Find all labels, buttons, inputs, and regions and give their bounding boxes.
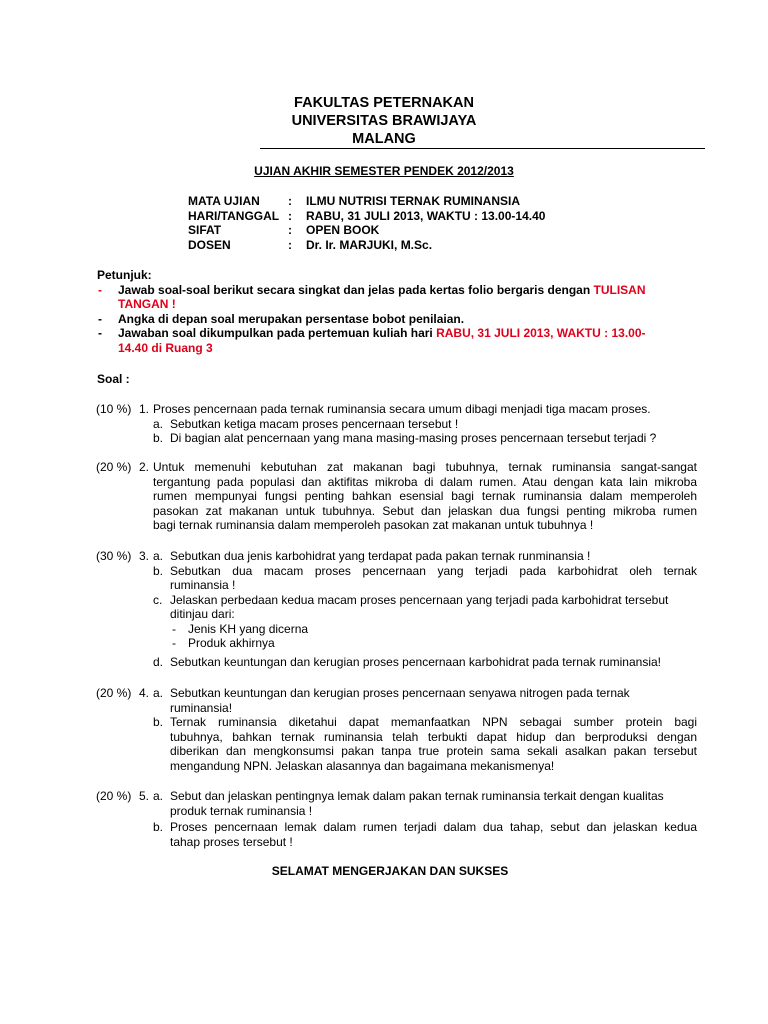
info-value: Dr. Ir. MARJUKI, M.Sc. (306, 237, 433, 252)
item-label: a. (153, 686, 164, 700)
info-colon: : (288, 237, 292, 252)
question-number: 4. (139, 686, 150, 700)
question-1a: Sebutkan ketiga macam proses pencernaan tersebut ! (170, 416, 459, 431)
item-label: a. (153, 549, 164, 563)
question-3c: Jelaskan perbedaan kedua macam proses pencernaan yang terjadi pada karbohidrat tersebut (170, 592, 669, 607)
closing-message: SELAMAT MENGERJAKAN DAN SUKSES (271, 864, 509, 878)
instruction-2: Angka di depan soal merupakan persentase bobot penilaian. (118, 311, 465, 326)
question-5a: Sebut dan jelaskan pentingnya lemak dalam pakan ternak ruminansia terkait dengan kualitas (170, 789, 664, 803)
item-label: b. (153, 563, 164, 578)
instruction-bullet: - (98, 326, 102, 340)
question-1b: Di bagian alat pencernaan yang mana masing-masing proses pencernaan tersebut terjadi ? (170, 431, 657, 445)
header-divider (260, 148, 705, 149)
item-label: d. (153, 655, 164, 669)
question-3c-sub: Produk akhirnya (188, 636, 275, 650)
instruction-3-emphasis: RABU, 31 JULI 2013, WAKTU : 13.00- (436, 326, 646, 340)
question-2-line: tergantung pada populasi dan aktifitas mikroba di dalam rumen. Atau dengan kata lain mikroba (153, 474, 697, 489)
instruction-bullet: - (98, 311, 102, 326)
question-3b: Sebutkan dua macam proses pencernaan yang terjadi pada karbohidrat oleh ternak (170, 563, 697, 578)
question-weight: (10 %) (96, 402, 132, 416)
info-value: RABU, 31 JULI 2013, WAKTU : 13.00-14.40 (306, 208, 546, 223)
question-3c-sub: Jenis KH yang dicerna (188, 621, 309, 636)
sub-bullet: - (172, 621, 176, 636)
question-2-line: Untuk memenuhi kebutuhan zat makanan bagi tubuhnya, ternak ruminansia sangat-sangat (153, 460, 697, 474)
instruction-1-emphasis: TULISAN (593, 282, 646, 297)
question-weight: (20 %) (96, 789, 132, 803)
instruction-1-emphasis-cont: TANGAN ! (118, 297, 176, 311)
item-label: a. (153, 416, 164, 431)
question-4b-line: diberikan dan mengkonsumsi pakan tanpa true protein sama sekali asalkan pakan tersebut (170, 744, 697, 758)
info-label: HARI/TANGGAL (188, 208, 280, 223)
info-value: ILMU NUTRISI TERNAK RUMINANSIA (306, 194, 520, 208)
info-label: SIFAT (188, 223, 222, 237)
info-label: MATA UJIAN (188, 194, 260, 208)
item-label: b. (153, 431, 164, 445)
university-name: UNIVERSITAS BRAWIJAYA (291, 113, 477, 129)
question-3d: Sebutkan keuntungan dan kerugian proses pencernaan karbohidrat pada ternak ruminansia! (170, 655, 662, 669)
item-label: b. (153, 820, 164, 834)
item-label: b. (153, 715, 164, 729)
question-4b-line: mengandung NPN. Jelaskan alasannya dan bagaimana mekanismenya! (170, 758, 555, 773)
instructions-title: Petunjuk: (97, 268, 152, 282)
question-1-text: Proses pencernaan pada ternak ruminansia secara umum dibagi menjadi tiga macam proses. (153, 402, 651, 416)
question-3a: Sebutkan dua jenis karbohidrat yang terdapat pada pakan ternak runminansia ! (170, 549, 591, 563)
question-2-line: bagi ternak ruminansia dalam memperoleh pasokan zat makanan untuk tubuhnya ! (153, 518, 594, 532)
question-4a-cont: ruminansia! (170, 700, 233, 715)
question-weight: (20 %) (96, 460, 132, 474)
question-5a-cont: produk ternak ruminansia ! (170, 803, 313, 818)
instruction-bullet: - (98, 282, 102, 297)
question-number: 5. (139, 789, 150, 803)
instruction-1: Jawab soal-soal berikut secara singkat dan jelas pada kertas folio bergaris dengan TULISAN (118, 282, 646, 297)
questions-title: Soal : (97, 372, 130, 386)
sub-bullet: - (172, 636, 176, 650)
question-number: 3. (139, 549, 150, 563)
info-label: DOSEN (188, 237, 231, 252)
exam-title: UJIAN AKHIR SEMESTER PENDEK 2012/2013 (254, 164, 514, 178)
question-weight: (20 %) (96, 686, 132, 700)
question-4b-line: Ternak ruminansia diketahui dapat memanfaatkan NPN sebagai sumber protein bagi (170, 715, 697, 729)
question-2-line: rumen mempunyai fungsi penting bahkan esensial bagi ternak ruminansia dalam memperoleh (153, 489, 697, 503)
faculty-name: FAKULTAS PETERNAKAN (294, 95, 474, 111)
info-value: OPEN BOOK (306, 223, 380, 237)
question-weight: (30 %) (96, 549, 132, 563)
item-label: c. (153, 592, 163, 607)
info-colon: : (288, 208, 292, 223)
question-5b: Proses pencernaan lemak dalam rumen terjadi dalam dua tahap, sebut dan jelaskan kedua (170, 820, 697, 834)
instruction-3: Jawaban soal dikumpulkan pada pertemuan kuliah hari RABU, 31 JULI 2013, WAKTU : 13.00- (118, 326, 646, 340)
question-3b-cont: ruminansia ! (170, 578, 236, 592)
question-5b-cont: tahap proses tersebut ! (170, 834, 293, 849)
question-4b-line: tubuhnya, bahkan ternak ruminansia telah terbukti dapat hidup dan berproduksi dengan (170, 729, 697, 744)
item-label: a. (153, 789, 164, 803)
info-colon: : (288, 223, 292, 237)
question-2-line: pasokan zat makanan untuk tubuhnya. Sebut dan jelaskan dua fungsi penting mikroba rumen (153, 503, 697, 518)
question-number: 1. (139, 402, 150, 416)
city-name: MALANG (352, 131, 416, 147)
question-number: 2. (139, 460, 150, 474)
question-4a: Sebutkan keuntungan dan kerugian proses pencernaan senyawa nitrogen pada ternak (170, 686, 630, 700)
instruction-3-emphasis-cont: 14.40 di Ruang 3 (118, 340, 213, 355)
question-3c-cont: ditinjau dari: (170, 607, 235, 621)
info-colon: : (288, 194, 292, 208)
